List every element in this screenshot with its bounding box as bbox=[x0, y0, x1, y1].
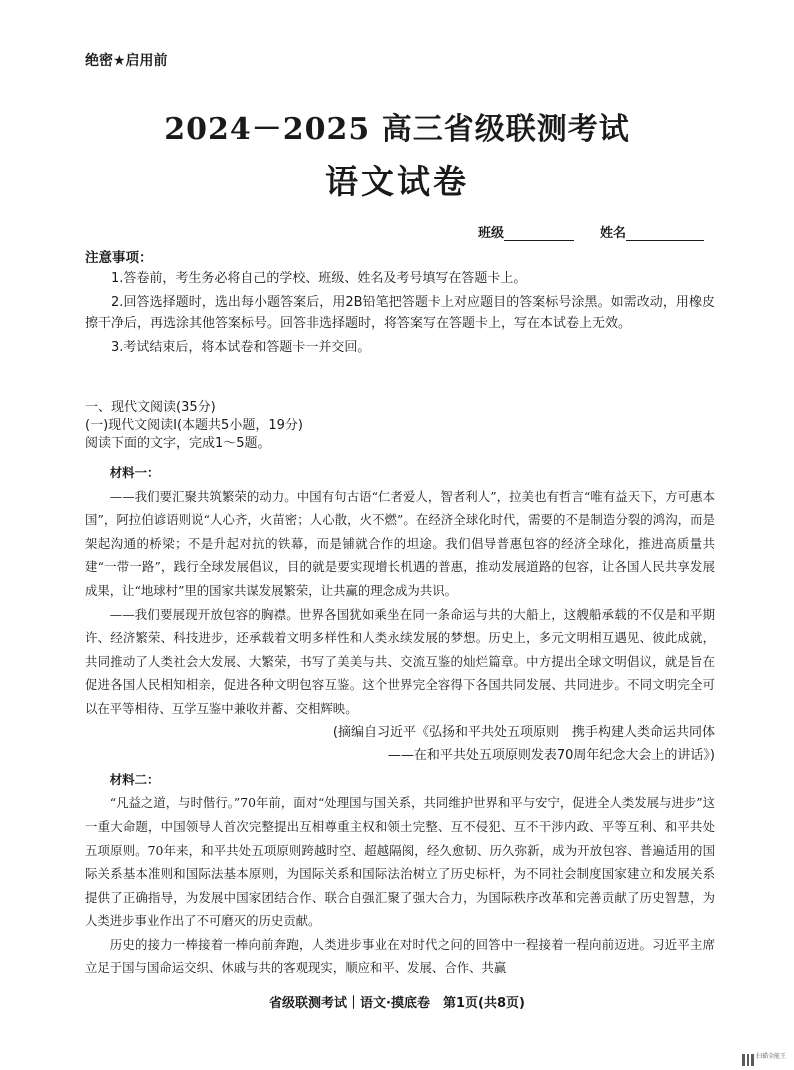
section-subheading: (一)现代文阅读Ⅰ(本题共5小题，19分) bbox=[85, 418, 303, 433]
note-item: 1.答卷前，考生务必将自己的学校、班级、姓名及考号填写在答题卡上。 bbox=[111, 271, 527, 286]
section-header bbox=[85, 399, 715, 453]
reading-passage bbox=[85, 461, 715, 980]
section-heading: 一、现代文阅读(35分) bbox=[85, 400, 216, 415]
section-instruction: 阅读下面的文字，完成1～5题。 bbox=[85, 436, 271, 451]
scanner-watermark: 扫描全能王 bbox=[756, 1053, 787, 1060]
class-blank bbox=[504, 226, 574, 241]
class-label: 班级 bbox=[478, 226, 505, 241]
confidential-mark: 绝密★启用前 bbox=[85, 53, 168, 69]
exam-title: 2024－2025 高三省级联测考试 bbox=[164, 112, 630, 147]
material1-paragraph: ——我们要汇聚共筑繁荣的动力。中国有句古语“仁者爱人，智者利人”，拉美也有哲言“唯有益天下，方可惠本国”，阿拉伯谚语则说“人心齐，火苗密；人心散，火不燃”。在经济全球化时代，需要的不是制造分裂的鸿沟，而是架起沟通的桥梁；不是升起对抗的铁幕，而是铺就合作的坦途。我们倡导普惠包容的经济全球化，推进高质量共建“一带一路”，践行全球发展倡议，目的就是要实现增长机遇的普惠，推动发展道路的包容，让各国人民共享发展成果，让“地球村”里的国家共谋发展繁荣，让共赢的理念成为共识。 bbox=[85, 488, 715, 598]
material1-source: ——在和平共处五项原则发表70周年纪念大会上的讲话》) bbox=[387, 748, 715, 764]
name-label: 姓名 bbox=[600, 226, 627, 241]
material1-paragraph: ——我们要展现开放包容的胸襟。世界各国犹如乘坐在同一条命运与共的大船上，这艘船承载的不仅是和平期许、经济繁荣、科技进步，还承载着文明多样性和人类永续发展的梦想。历史上，多元文明相互遇见、彼此成就，共同推动了人类社会大发展、大繁荣，书写了美美与共、交流互鉴的灿烂篇章。中方提出全球文明倡议，就是旨在促进各国人民相知相亲，促进各种文明包容互鉴。这个世界完全容得下各国共同发展、共同进步。不同文明完全可以在平等相待、互学互鉴中兼收并蓄、交相辉映。 bbox=[85, 606, 715, 716]
material2-label: 材料二： bbox=[109, 771, 160, 787]
qr-code-icon bbox=[742, 1054, 754, 1066]
material1-source: (摘编自习近平《弘扬和平共处五项原则 携手构建人类命运共同体 bbox=[332, 724, 715, 740]
exam-subtitle: 语文试卷 bbox=[325, 162, 469, 201]
material2-paragraph: 历史的接力一棒接着一棒向前奔跑，人类进步事业在对时代之问的回答中一程接着一程向前迈进。习近平主席立足于国与国命运交织、休戚与共的客观现实，顺应和平、发展、合作、共赢 bbox=[85, 936, 715, 976]
note-item: 2.回答选择题时，选出每小题答案后，用2B铅笔把答题卡上对应题目的答案标号涂黑。如需改动，用橡皮擦干净后，再选涂其他答案标号。回答非选择题时，将答案写在答题卡上，写在本试卷上无效。 bbox=[85, 295, 715, 331]
material2-paragraph: “凡益之道，与时偕行。”70年前，面对“处理国与国关系，共同维护世界和平与安宁，促进全人类发展与进步”这一重大命题，中国领导人首次完整提出互相尊重主权和领土完整、互不侵犯、互不干涉内政、平等互利、和平共处五项原则。70年来，和平共处五项原则跨越时空、超越隔阂，经久愈韧、历久弥新，成为开放包容、普遍适用的国际关系基本准则和国际法基本原则，为国际关系和国际法治树立了历史标杆，为不同社会制度国家建立和发展关系提供了正确指导，为发展中国家团结合作、联合自强汇聚了强大合力，为国际秩序改革和完善贡献了历史智慧，为人类进步事业作出了不可磨灭的历史贡献。 bbox=[85, 795, 715, 929]
notes-list bbox=[85, 268, 715, 361]
material1-label: 材料一： bbox=[109, 465, 160, 480]
page-footer: 省级联测考试｜语文·摸底卷 第1页(共8页) bbox=[269, 996, 525, 1011]
student-info bbox=[478, 222, 704, 241]
note-item: 3.考试结束后，将本试卷和答题卡一并交回。 bbox=[111, 340, 371, 355]
name-blank bbox=[626, 226, 704, 241]
notes-title: 注意事项： bbox=[85, 250, 153, 266]
